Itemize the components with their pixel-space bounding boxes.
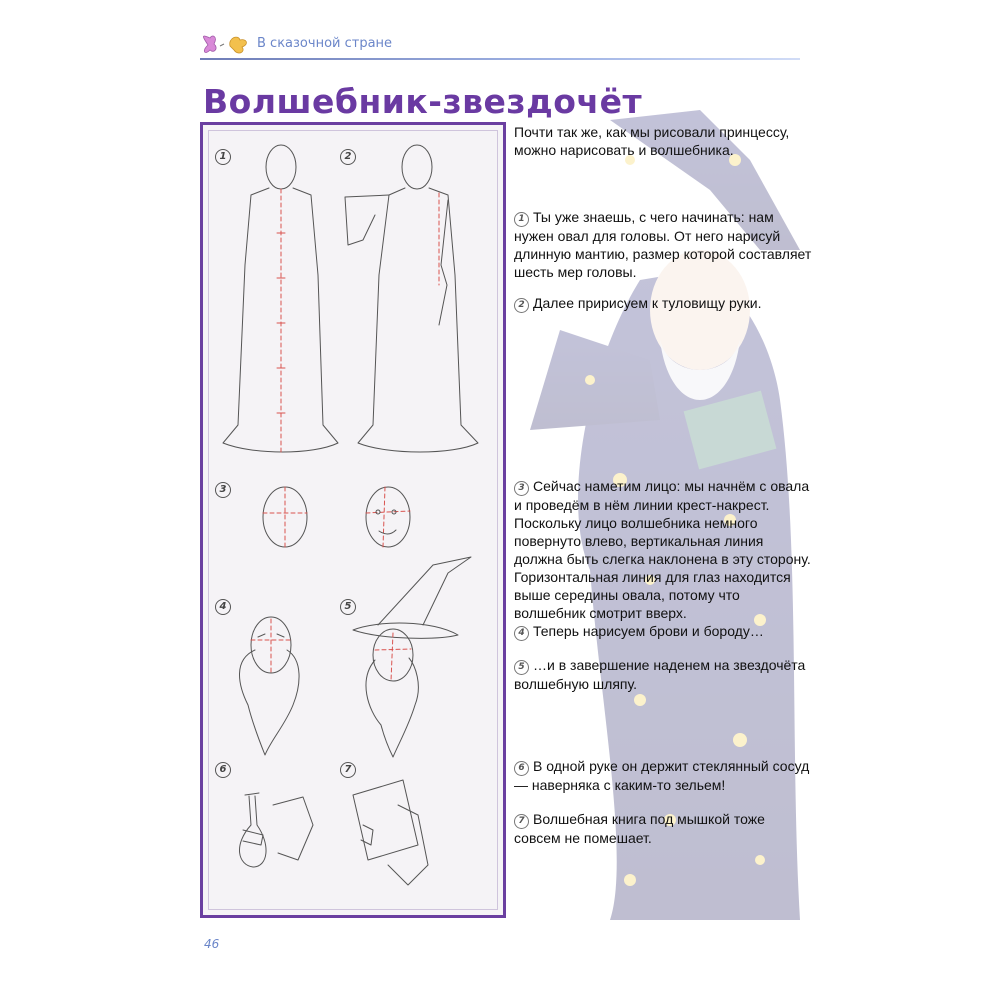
step-marker-5: 5 (340, 599, 356, 615)
page-title: Волшебник-звездочёт (203, 82, 643, 121)
step-marker-7: 7 (340, 762, 356, 778)
step-marker-6: 6 (215, 762, 231, 778)
step1-sketch (223, 145, 338, 455)
drawing-steps-panel (200, 122, 506, 918)
step4-sketch (239, 617, 299, 755)
intro-paragraph (514, 123, 814, 159)
step3-paragraph (514, 477, 814, 622)
step4-text: Теперь нарисуем брови и бороду… (533, 623, 764, 639)
step5-paragraph (514, 656, 814, 693)
step1-paragraph (514, 208, 814, 281)
running-header (200, 32, 800, 58)
section-title: В сказочной стране (257, 36, 393, 51)
step6-paragraph (514, 757, 814, 794)
step-marker-1: 1 (215, 149, 231, 165)
step3-badge: 3 (514, 481, 529, 496)
step7-sketch (353, 780, 428, 885)
step4-badge: 4 (514, 626, 529, 641)
step6-text: В одной руке он держит стеклянный сосуд — наверняка с каким-то зельем! (514, 758, 810, 793)
step7-paragraph (514, 810, 814, 847)
step3-sketch (263, 487, 410, 547)
butterfly-icon (200, 32, 252, 58)
step-marker-3: 3 (215, 482, 231, 498)
step5-text: …и в завершение наденем на звездочёта волшебную шляпу. (514, 657, 806, 692)
step1-badge: 1 (514, 212, 529, 227)
step2-text: Далее пририсуем к туловищу руки. (533, 295, 762, 311)
step5-badge: 5 (514, 660, 529, 675)
step6-sketch (239, 793, 313, 867)
step1-text: Ты уже знаешь, с чего начинать: нам нужен овал для головы. От него нарисуй длинную мантию, размер которой составляет шесть мер головы. (514, 209, 812, 280)
intro-text: Почти так же, как мы рисовали принцессу, можно нарисовать и волшебника. (514, 124, 790, 158)
step-sketches (203, 125, 503, 915)
header-divider (200, 58, 800, 60)
step2-sketch (345, 145, 478, 452)
step7-text: Волшебная книга под мышкой тоже совсем не помешает. (514, 811, 765, 846)
step-marker-2: 2 (340, 149, 356, 165)
step7-badge: 7 (514, 814, 529, 829)
step2-badge: 2 (514, 298, 529, 313)
step4-paragraph (514, 622, 814, 641)
page-number: 46 (204, 937, 220, 951)
step2-paragraph (514, 294, 814, 313)
step6-badge: 6 (514, 761, 529, 776)
step-marker-4: 4 (215, 599, 231, 615)
step3-text: Сейчас наметим лицо: мы начнём с овала и проведём в нём линии крест-накрест. Поскольку лицо волшебника немного повернуто влево, вертикальная линия должна быть слегка наклонена в эту сторону. Горизонтальная линия для глаз находится выше середины овала, потому что волшебник смотрит вверх. (514, 478, 811, 621)
step5-sketch (353, 557, 471, 757)
